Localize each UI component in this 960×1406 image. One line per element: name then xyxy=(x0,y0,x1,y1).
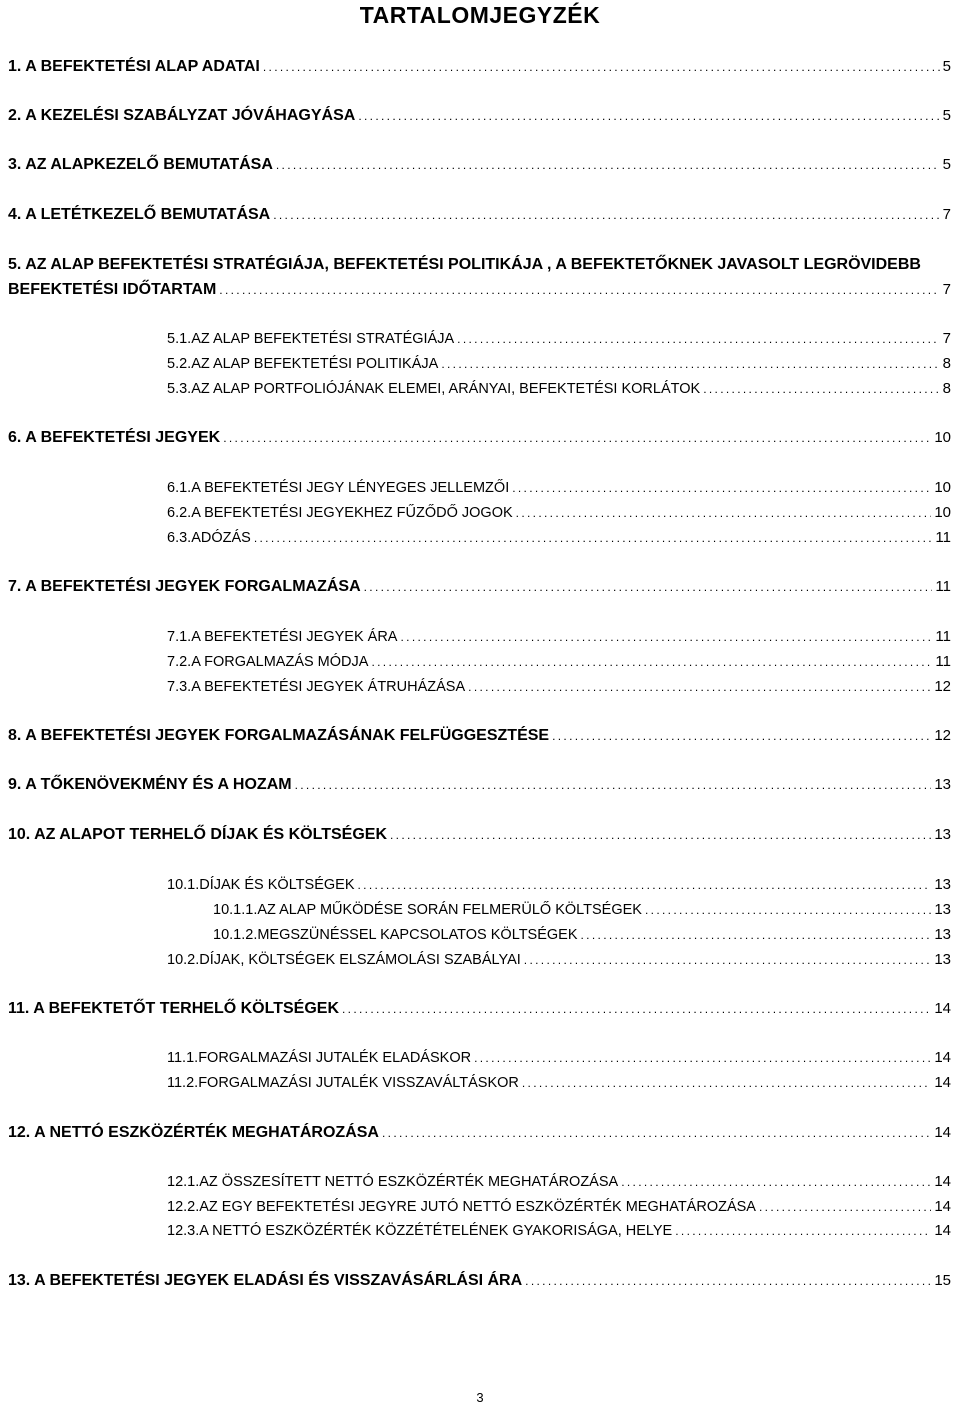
toc-page-number: 10 xyxy=(934,504,951,521)
leader-dots xyxy=(516,505,932,521)
toc-page-number: 13 xyxy=(934,826,951,843)
toc-entry-2[interactable] xyxy=(8,107,951,129)
toc-entry-text: MEGSZÜNÉSSEL KAPCSOLATOS KÖLTSÉGEK xyxy=(257,927,578,943)
toc-entry-number: 10.1.1. xyxy=(213,902,258,918)
toc-entry-text: A BEFEKTETÉSI JEGYEK ÁTRUHÁZÁSA xyxy=(191,679,466,695)
toc-entry-12-1[interactable] xyxy=(167,1173,951,1195)
toc-entry-number: 7.2. xyxy=(167,654,192,670)
toc-entry-12-3[interactable] xyxy=(167,1222,951,1244)
toc-entry-5-line1[interactable]: 5. AZ ALAP BEFEKTETÉSI STRATÉGIÁJA, BEFEKTETÉSI POLITIKÁJA , A BEFEKTETŐKNEK JAVASOLT LEGRÖVIDEBB xyxy=(8,256,921,273)
toc-entry-number: 11.2. xyxy=(167,1075,199,1091)
leader-dots xyxy=(342,1000,931,1018)
toc-entry-1[interactable] xyxy=(8,58,951,80)
toc-entry-number: 12.2. xyxy=(167,1199,200,1215)
toc-entry-text: BEFEKTETÉSI IDŐTARTAM xyxy=(8,281,217,298)
toc-entry-9[interactable] xyxy=(8,776,951,798)
toc-entry-text: AZ ALAP PORTFOLIÓJÁNAK ELEMEI, ARÁNYAI, BEFEKTETÉSI KORLÁTOK xyxy=(191,381,701,397)
toc-page-number: 14 xyxy=(934,1198,951,1215)
leader-dots xyxy=(474,1050,931,1066)
toc-entry-text: DÍJAK ÉS KÖLTSÉGEK xyxy=(199,877,355,893)
toc-entry-number: 5.3. xyxy=(167,381,192,397)
toc-entry-5-1[interactable] xyxy=(167,330,951,352)
leader-dots xyxy=(703,381,939,397)
toc-entry-number: 6.2. xyxy=(167,505,192,521)
leader-dots xyxy=(457,331,940,347)
leader-dots xyxy=(525,1272,931,1290)
toc-page-number: 5 xyxy=(942,107,951,124)
toc-entry-number: 7.1. xyxy=(167,629,192,645)
toc-entry-7-3[interactable] xyxy=(167,678,951,700)
toc-entry-text: A FORGALMAZÁS MÓDJA xyxy=(191,654,369,670)
toc-page-number: 10 xyxy=(934,429,951,446)
toc-entry-text: DÍJAK, KÖLTSÉGEK ELSZÁMOLÁSI SZABÁLYAI xyxy=(199,952,521,968)
toc-page-number: 11 xyxy=(935,628,951,645)
toc-entry-10-1-1[interactable] xyxy=(213,901,951,923)
leader-dots xyxy=(522,1075,931,1091)
toc-page-number: 12 xyxy=(934,678,951,695)
leader-dots xyxy=(273,206,939,224)
toc-entry-number: 12.3. xyxy=(167,1223,200,1239)
toc-entry-text: FORGALMAZÁSI JUTALÉK VISSZAVÁLTÁSKOR xyxy=(198,1075,519,1091)
leader-dots xyxy=(223,429,931,447)
toc-entry-text: 13. A BEFEKTETÉSI JEGYEK ELADÁSI ÉS VISSZAVÁSÁRLÁSI ÁRA xyxy=(8,1272,523,1289)
leader-dots xyxy=(295,776,932,794)
toc-entry-12[interactable] xyxy=(8,1124,951,1146)
leader-dots xyxy=(675,1223,931,1239)
toc-entry-13[interactable] xyxy=(8,1272,951,1294)
toc-entry-10-1[interactable] xyxy=(167,876,951,898)
toc-entry-text: A BEFEKTETÉSI JEGYEK ÁRA xyxy=(191,629,398,645)
toc-entry-text: A BEFEKTETÉSI JEGYEKHEZ FŰZŐDŐ JOGOK xyxy=(191,505,513,521)
toc-entry-number: 5.2. xyxy=(167,356,192,372)
toc-entry-text: AZ EGY BEFEKTETÉSI JEGYRE JUTÓ NETTÓ ESZKÖZÉRTÉK MEGHATÁROZÁSA xyxy=(199,1199,756,1215)
toc-page-number: 14 xyxy=(934,1222,951,1239)
toc-entry-7[interactable] xyxy=(8,578,951,600)
toc-entry-text: ADÓZÁS xyxy=(191,530,251,546)
leader-dots xyxy=(524,952,932,968)
leader-dots xyxy=(390,826,931,844)
toc-page-number: 5 xyxy=(942,58,951,75)
toc-entry-text: 12. A NETTÓ ESZKÖZÉRTÉK MEGHATÁROZÁSA xyxy=(8,1124,379,1141)
toc-page-number: 14 xyxy=(934,1049,951,1066)
toc-page-number: 7 xyxy=(942,206,951,223)
toc-page-number: 13 xyxy=(934,876,951,893)
leader-dots xyxy=(358,877,932,893)
toc-entry-text: 11. A BEFEKTETŐT TERHELŐ KÖLTSÉGEK xyxy=(8,1000,339,1017)
toc-entry-number: 10.2. xyxy=(167,952,200,968)
toc-entry-text: 3. AZ ALAPKEZELŐ BEMUTATÁSA xyxy=(8,156,273,173)
leader-dots xyxy=(468,679,931,695)
toc-page-number: 8 xyxy=(942,380,951,397)
toc-entry-text: AZ ÖSSZESÍTETT NETTÓ ESZKÖZÉRTÉK MEGHATÁROZÁSA xyxy=(199,1174,619,1190)
leader-dots xyxy=(581,927,932,943)
leader-dots xyxy=(364,578,933,596)
toc-entry-7-2[interactable] xyxy=(167,653,951,675)
leader-dots xyxy=(358,107,939,125)
toc-entry-10-2[interactable] xyxy=(167,951,951,973)
toc-entry-4[interactable] xyxy=(8,206,951,228)
toc-page-number: 7 xyxy=(942,330,951,347)
leader-dots xyxy=(254,530,933,546)
toc-entry-11[interactable] xyxy=(8,1000,951,1022)
toc-page-number: 14 xyxy=(934,1124,951,1141)
toc-page-number: 11 xyxy=(935,653,951,670)
toc-entry-6[interactable] xyxy=(8,429,951,451)
toc-entry-text: 10. AZ ALAPOT TERHELŐ DÍJAK ÉS KÖLTSÉGEK xyxy=(8,826,387,843)
leader-dots xyxy=(263,58,940,76)
toc-entry-text: 7. A BEFEKTETÉSI JEGYEK FORGALMAZÁSA xyxy=(8,578,361,595)
toc-entry-number: 10.1.2. xyxy=(213,927,258,943)
toc-page-number: 11 xyxy=(935,578,951,595)
toc-entry-number: 12.1. xyxy=(167,1174,200,1190)
toc-entry-11-2[interactable] xyxy=(167,1074,951,1096)
toc-entry-text: AZ ALAP BEFEKTETÉSI POLITIKÁJA xyxy=(191,356,439,372)
leader-dots xyxy=(552,727,931,745)
toc-entry-text: 4. A LETÉTKEZELŐ BEMUTATÁSA xyxy=(8,206,271,223)
toc-page-number: 13 xyxy=(934,776,951,793)
toc-entry-6-2[interactable] xyxy=(167,504,951,526)
toc-entry-text: 6. A BEFEKTETÉSI JEGYEK xyxy=(8,429,221,446)
toc-page-number: 13 xyxy=(934,951,951,968)
toc-entry-5-3[interactable] xyxy=(167,380,951,402)
toc-page-number: 5 xyxy=(942,156,951,173)
toc-entry-5-2[interactable] xyxy=(167,355,951,377)
toc-entry-11-1[interactable] xyxy=(167,1049,951,1071)
toc-page-number: 14 xyxy=(934,1074,951,1091)
toc-page-number: 8 xyxy=(942,355,951,372)
toc-entry-8[interactable] xyxy=(8,727,951,749)
toc-entry-number: 6.3. xyxy=(167,530,192,546)
toc-entry-10[interactable] xyxy=(8,826,951,848)
toc-entry-7-1[interactable] xyxy=(167,628,951,650)
toc-entry-number: 5.1. xyxy=(167,331,192,347)
toc-entry-12-2[interactable] xyxy=(167,1198,951,1220)
toc-page-number: 12 xyxy=(934,727,951,744)
toc-page-number: 14 xyxy=(934,1000,951,1017)
toc-page-number: 15 xyxy=(934,1272,951,1289)
page-number: 3 xyxy=(476,1390,484,1405)
toc-entry-10-1-2[interactable] xyxy=(213,926,951,948)
toc-entry-text: 9. A TŐKENÖVEKMÉNY ÉS A HOZAM xyxy=(8,776,292,793)
toc-entry-6-3[interactable] xyxy=(167,529,951,551)
leader-dots xyxy=(371,654,932,670)
leader-dots xyxy=(512,480,931,496)
toc-entry-text: 2. A KEZELÉSI SZABÁLYZAT JÓVÁHAGYÁSA xyxy=(8,107,356,124)
toc-page-number: 13 xyxy=(934,926,951,943)
toc-page-number: 14 xyxy=(934,1173,951,1190)
toc-entry-number: 11.1. xyxy=(167,1050,199,1066)
leader-dots xyxy=(382,1124,931,1142)
toc-entry-number: 6.1. xyxy=(167,480,192,496)
toc-entry-5[interactable] xyxy=(8,281,951,303)
leader-dots xyxy=(645,902,931,918)
leader-dots xyxy=(759,1199,931,1215)
toc-entry-text: AZ ALAP MŰKÖDÉSE SORÁN FELMERÜLŐ KÖLTSÉGEK xyxy=(257,902,642,918)
toc-entry-number: 7.3. xyxy=(167,679,192,695)
toc-entry-6-1[interactable] xyxy=(167,479,951,501)
leader-dots xyxy=(441,356,939,372)
toc-entry-number: 10.1. xyxy=(167,877,200,893)
leader-dots xyxy=(219,281,939,299)
toc-entry-text: A NETTÓ ESZKÖZÉRTÉK KÖZZÉTÉTELÉNEK GYAKORISÁGA, HELYE xyxy=(199,1223,673,1239)
leader-dots xyxy=(276,156,940,174)
toc-page-number: 11 xyxy=(935,529,951,546)
toc-entry-text: 8. A BEFEKTETÉSI JEGYEK FORGALMAZÁSÁNAK FELFÜGGESZTÉSE xyxy=(8,727,550,744)
toc-entry-text: A BEFEKTETÉSI JEGY LÉNYEGES JELLEMZŐI xyxy=(191,480,510,496)
toc-page-number: 10 xyxy=(934,479,951,496)
toc-entry-text: FORGALMAZÁSI JUTALÉK ELADÁSKOR xyxy=(198,1050,472,1066)
leader-dots xyxy=(621,1174,931,1190)
toc-page-number: 13 xyxy=(934,901,951,918)
leader-dots xyxy=(400,629,932,645)
toc-entry-text: 1. A BEFEKTETÉSI ALAP ADATAI xyxy=(8,58,260,75)
toc-entry-3[interactable] xyxy=(8,156,951,178)
toc-page-number: 7 xyxy=(942,281,951,298)
page-title: TARTALOMJEGYZÉK xyxy=(359,2,601,28)
toc-entry-text: AZ ALAP BEFEKTETÉSI STRATÉGIÁJA xyxy=(191,331,455,347)
